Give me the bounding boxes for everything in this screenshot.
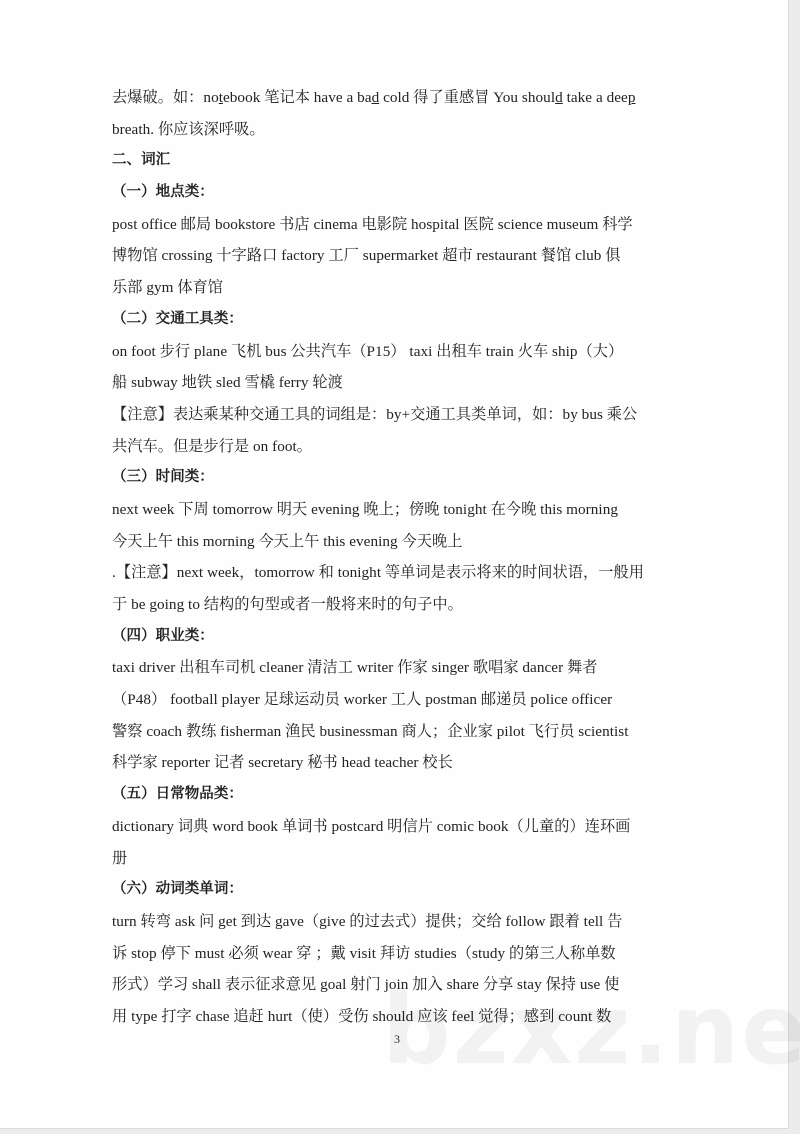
intro-line-1 xyxy=(112,82,680,114)
vocab-line: 今天上午 this morning 今天上午 this evening 今天晚上 xyxy=(112,532,463,550)
vocab-line: 警察 coach 教练 fisherman 渔民 businessman 商人；企业家 pilot 飞行员 scientist xyxy=(112,722,629,740)
underlined-letter: d xyxy=(555,89,563,106)
section-title: 二、词汇 xyxy=(112,152,171,169)
page-content xyxy=(112,82,680,1033)
text-segment: 去爆破。如：no xyxy=(112,89,219,106)
category-heading-places: （一）地点类： xyxy=(112,184,214,201)
vocab-line: 用 type 打字 chase 追赶 hurt（使）受伤 should 应该 feel 觉得；感到 count 数 xyxy=(112,1007,612,1025)
text-segment: ebook 笔记本 have a ba xyxy=(223,89,372,106)
vocab-line: 乐部 gym 体育馆 xyxy=(112,279,224,297)
category-heading-jobs: （四）职业类： xyxy=(112,627,214,644)
vocab-line: taxi driver 出租车司机 cleaner 清洁工 writer 作家 singer 歌唱家 dancer 舞者 xyxy=(112,659,598,677)
underlined-letter: t xyxy=(218,89,223,106)
vocab-line: 博物馆 crossing 十字路口 factory 工厂 supermarket 超市 restaurant 餐馆 club 俱 xyxy=(112,247,621,265)
text-segment: take a dee xyxy=(562,89,628,106)
vocab-line: turn 转弯 ask 问 get 到达 gave（give 的过去式）提供；交给 follow 跟着 tell 告 xyxy=(112,912,623,930)
page-number: 3 xyxy=(394,1032,400,1046)
vocab-line: 科学家 reporter 记者 secretary 秘书 head teacher 校长 xyxy=(112,754,453,772)
underlined-letter: d xyxy=(371,89,380,106)
text-segment: cold 得了重感冒 You shoul xyxy=(379,89,556,106)
vocab-line: next week 下周 tomorrow 明天 evening 晚上；傍晚 tonight 在今晚 this morning xyxy=(112,500,618,518)
vocab-line: 船 subway 地铁 sled 雪橇 ferry 轮渡 xyxy=(112,374,343,392)
note-line: 于 be going to 结构的句型或者一般将来时的句子中。 xyxy=(112,596,463,613)
vocab-line: （P48） football player 足球运动员 worker 工人 postman 邮递员 police officer xyxy=(112,691,613,709)
vocab-line: dictionary 词典 word book 单词书 postcard 明信片 comic book（儿童的）连环画 xyxy=(112,817,631,835)
category-heading-time: （三）时间类： xyxy=(112,469,214,486)
vocab-line: on foot 步行 plane 飞机 bus 公共汽车（P15） taxi 出租车 train 火车 ship（大） xyxy=(112,342,624,360)
vocab-line: post office 邮局 bookstore 书店 cinema 电影院 hospital 医院 science museum 科学 xyxy=(112,215,633,233)
vocab-line: 诉 stop 停下 must 必须 wear 穿 ；戴 visit 拜访 studies（study 的第三人称单数 xyxy=(112,944,616,962)
vocab-line: 形式）学习 shall 表示征求意见 goal 射门 join 加入 share 分享 stay 保持 use 使 xyxy=(112,976,620,994)
intro-line-2: breath. 你应该深呼吸。 xyxy=(112,120,265,138)
category-heading-daily-items: （五）日常物品类： xyxy=(112,786,243,803)
category-heading-transport: （二）交通工具类： xyxy=(112,310,243,327)
category-heading-verbs: （六）动词类单词： xyxy=(112,881,243,898)
vocab-line: 册 xyxy=(112,849,128,867)
note-line: 共汽车。但是步行是 on foot。 xyxy=(112,437,313,455)
note-line: 【注意】表达乘某种交通工具的词组是：by+交通工具类单词，如：by bus 乘公 xyxy=(112,405,638,423)
note-line: .【注意】next week，tomorrow 和 tonight 等单词是表示将来的时间状语，一般用 xyxy=(112,564,644,582)
underlined-letter: p xyxy=(627,89,636,106)
